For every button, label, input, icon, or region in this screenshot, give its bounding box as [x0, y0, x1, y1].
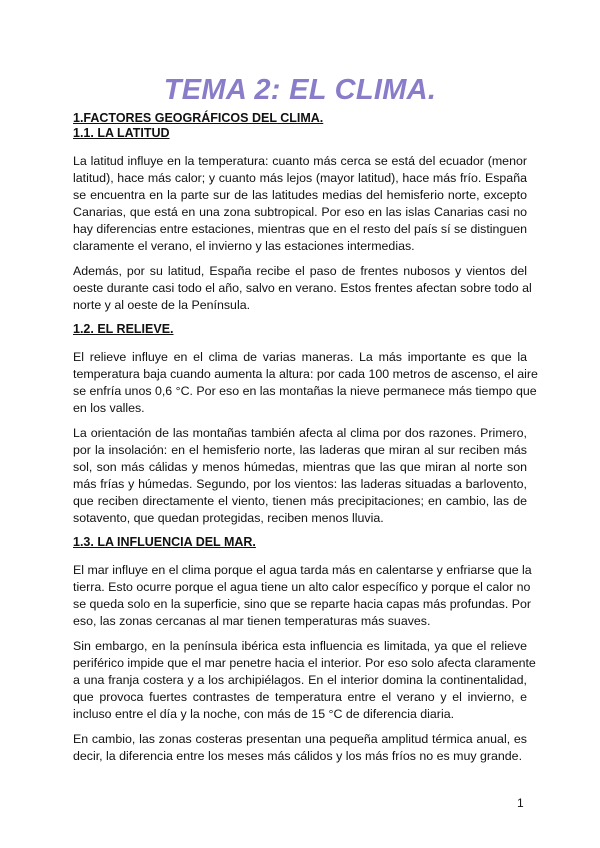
text-line: que provoca fuertes contrastes de temperatura entre el verano y el invierno, e: [73, 690, 527, 704]
text-line: temperatura baja cuando aumenta la altura: por cada 100 metros de ascenso, el aire: [73, 367, 538, 381]
text-line: La orientación de las montañas también afecta al clima por dos razones. Primero,: [73, 426, 527, 440]
text-line: a una franja costera y a los archipiélagos. En el interior domina la continentalidad,: [73, 673, 527, 687]
text-line: sotavento, que quedan protegidas, reciben menos lluvia.: [73, 511, 384, 525]
text-line: que reciben directamente el viento, tienen más precipitaciones; en cambio, las de: [73, 494, 527, 508]
text-line: por la insolación: en el hemisferio norte, las laderas que miran al sur reciben más: [73, 443, 527, 457]
text-line: Además, por su latitud, España recibe el paso de frentes nubosos y vientos del: [73, 264, 527, 278]
text-line: norte y al oeste de la Península.: [73, 298, 251, 312]
paragraph: [73, 263, 532, 314]
text-line: La latitud influye en la temperatura: cuanto más cerca se está del ecuador (menor: [73, 154, 527, 168]
text-line: Canarias, que está en una zona subtropical. Por eso en las islas Canarias casi no: [73, 205, 527, 219]
section-heading: 1.1. LA LATITUD: [73, 126, 170, 140]
section-heading: 1.FACTORES GEOGRÁFICOS DEL CLIMA.: [73, 111, 324, 125]
text-line: se encuentra en la parte sur de las latitudes medias del hemisferio norte, excepto: [73, 188, 527, 202]
text-line: sol, son más cálidas y menos húmedas, mientras que las que miran al norte son: [73, 460, 527, 474]
text-line: El relieve influye en el clima de varias maneras. La más importante es que la: [73, 350, 527, 364]
text-line: eso, las zonas cercanas al mar tienen temperaturas más suaves.: [73, 614, 431, 628]
text-line: se enfría unos 0,6 °C. Por eso en las montañas la nieve permanece más tiempo que: [73, 384, 537, 398]
text-line: más frías y húmedas. Segundo, por los vientos: las laderas situadas a barlovento,: [73, 477, 527, 491]
paragraph: [73, 638, 536, 723]
text-line: tierra. Esto ocurre porque el agua tiene un alto calor específico y porque el calor no: [73, 580, 531, 594]
text-line: periférico impide que el mar penetre hacia el interior. Por eso solo afecta claramente: [73, 656, 536, 670]
paragraph: [73, 731, 527, 765]
paragraph: [73, 425, 527, 527]
document-body: [73, 111, 538, 765]
paragraph: [73, 562, 532, 630]
text-line: latitud), hace más calor; y cuanto más lejos (mayor latitud), hace más frío. España: [73, 171, 527, 185]
text-line: se queda solo en la superficie, sino que se reparte hacia capas más profundas. Por: [73, 597, 532, 611]
page-number: 1: [517, 796, 524, 810]
paragraph: [73, 349, 538, 417]
text-line: Sin embargo, en la península ibérica esta influencia es limitada, ya que el relieve: [73, 639, 527, 653]
text-line: claramente el verano, el invierno y las estaciones intermedias.: [73, 239, 415, 253]
text-line: oeste durante casi todo el año, salvo en verano. Estos frentes afectan sobre todo al: [73, 281, 532, 295]
document-title: TEMA 2: EL CLIMA.: [163, 74, 437, 106]
section-heading: 1.3. LA INFLUENCIA DEL MAR.: [73, 535, 256, 549]
section-heading: 1.2. EL RELIEVE.: [73, 322, 174, 336]
text-line: decir, la diferencia entre los meses más cálidos y los más fríos no es muy grande.: [73, 749, 523, 763]
text-line: hay diferencias entre estaciones, mientras que en el resto del país sí se distinguen: [73, 222, 527, 236]
document-page: [73, 72, 538, 765]
paragraph: [73, 153, 527, 255]
text-line: El mar influye en el clima porque el agua tarda más en calentarse y enfriarse que la: [73, 563, 532, 577]
text-line: incluso entre el día y la noche, con más de 15 °C de diferencia diaria.: [73, 707, 455, 721]
text-line: en los valles.: [73, 401, 145, 415]
text-line: En cambio, las zonas costeras presentan una pequeña amplitud térmica anual, es: [73, 732, 527, 746]
